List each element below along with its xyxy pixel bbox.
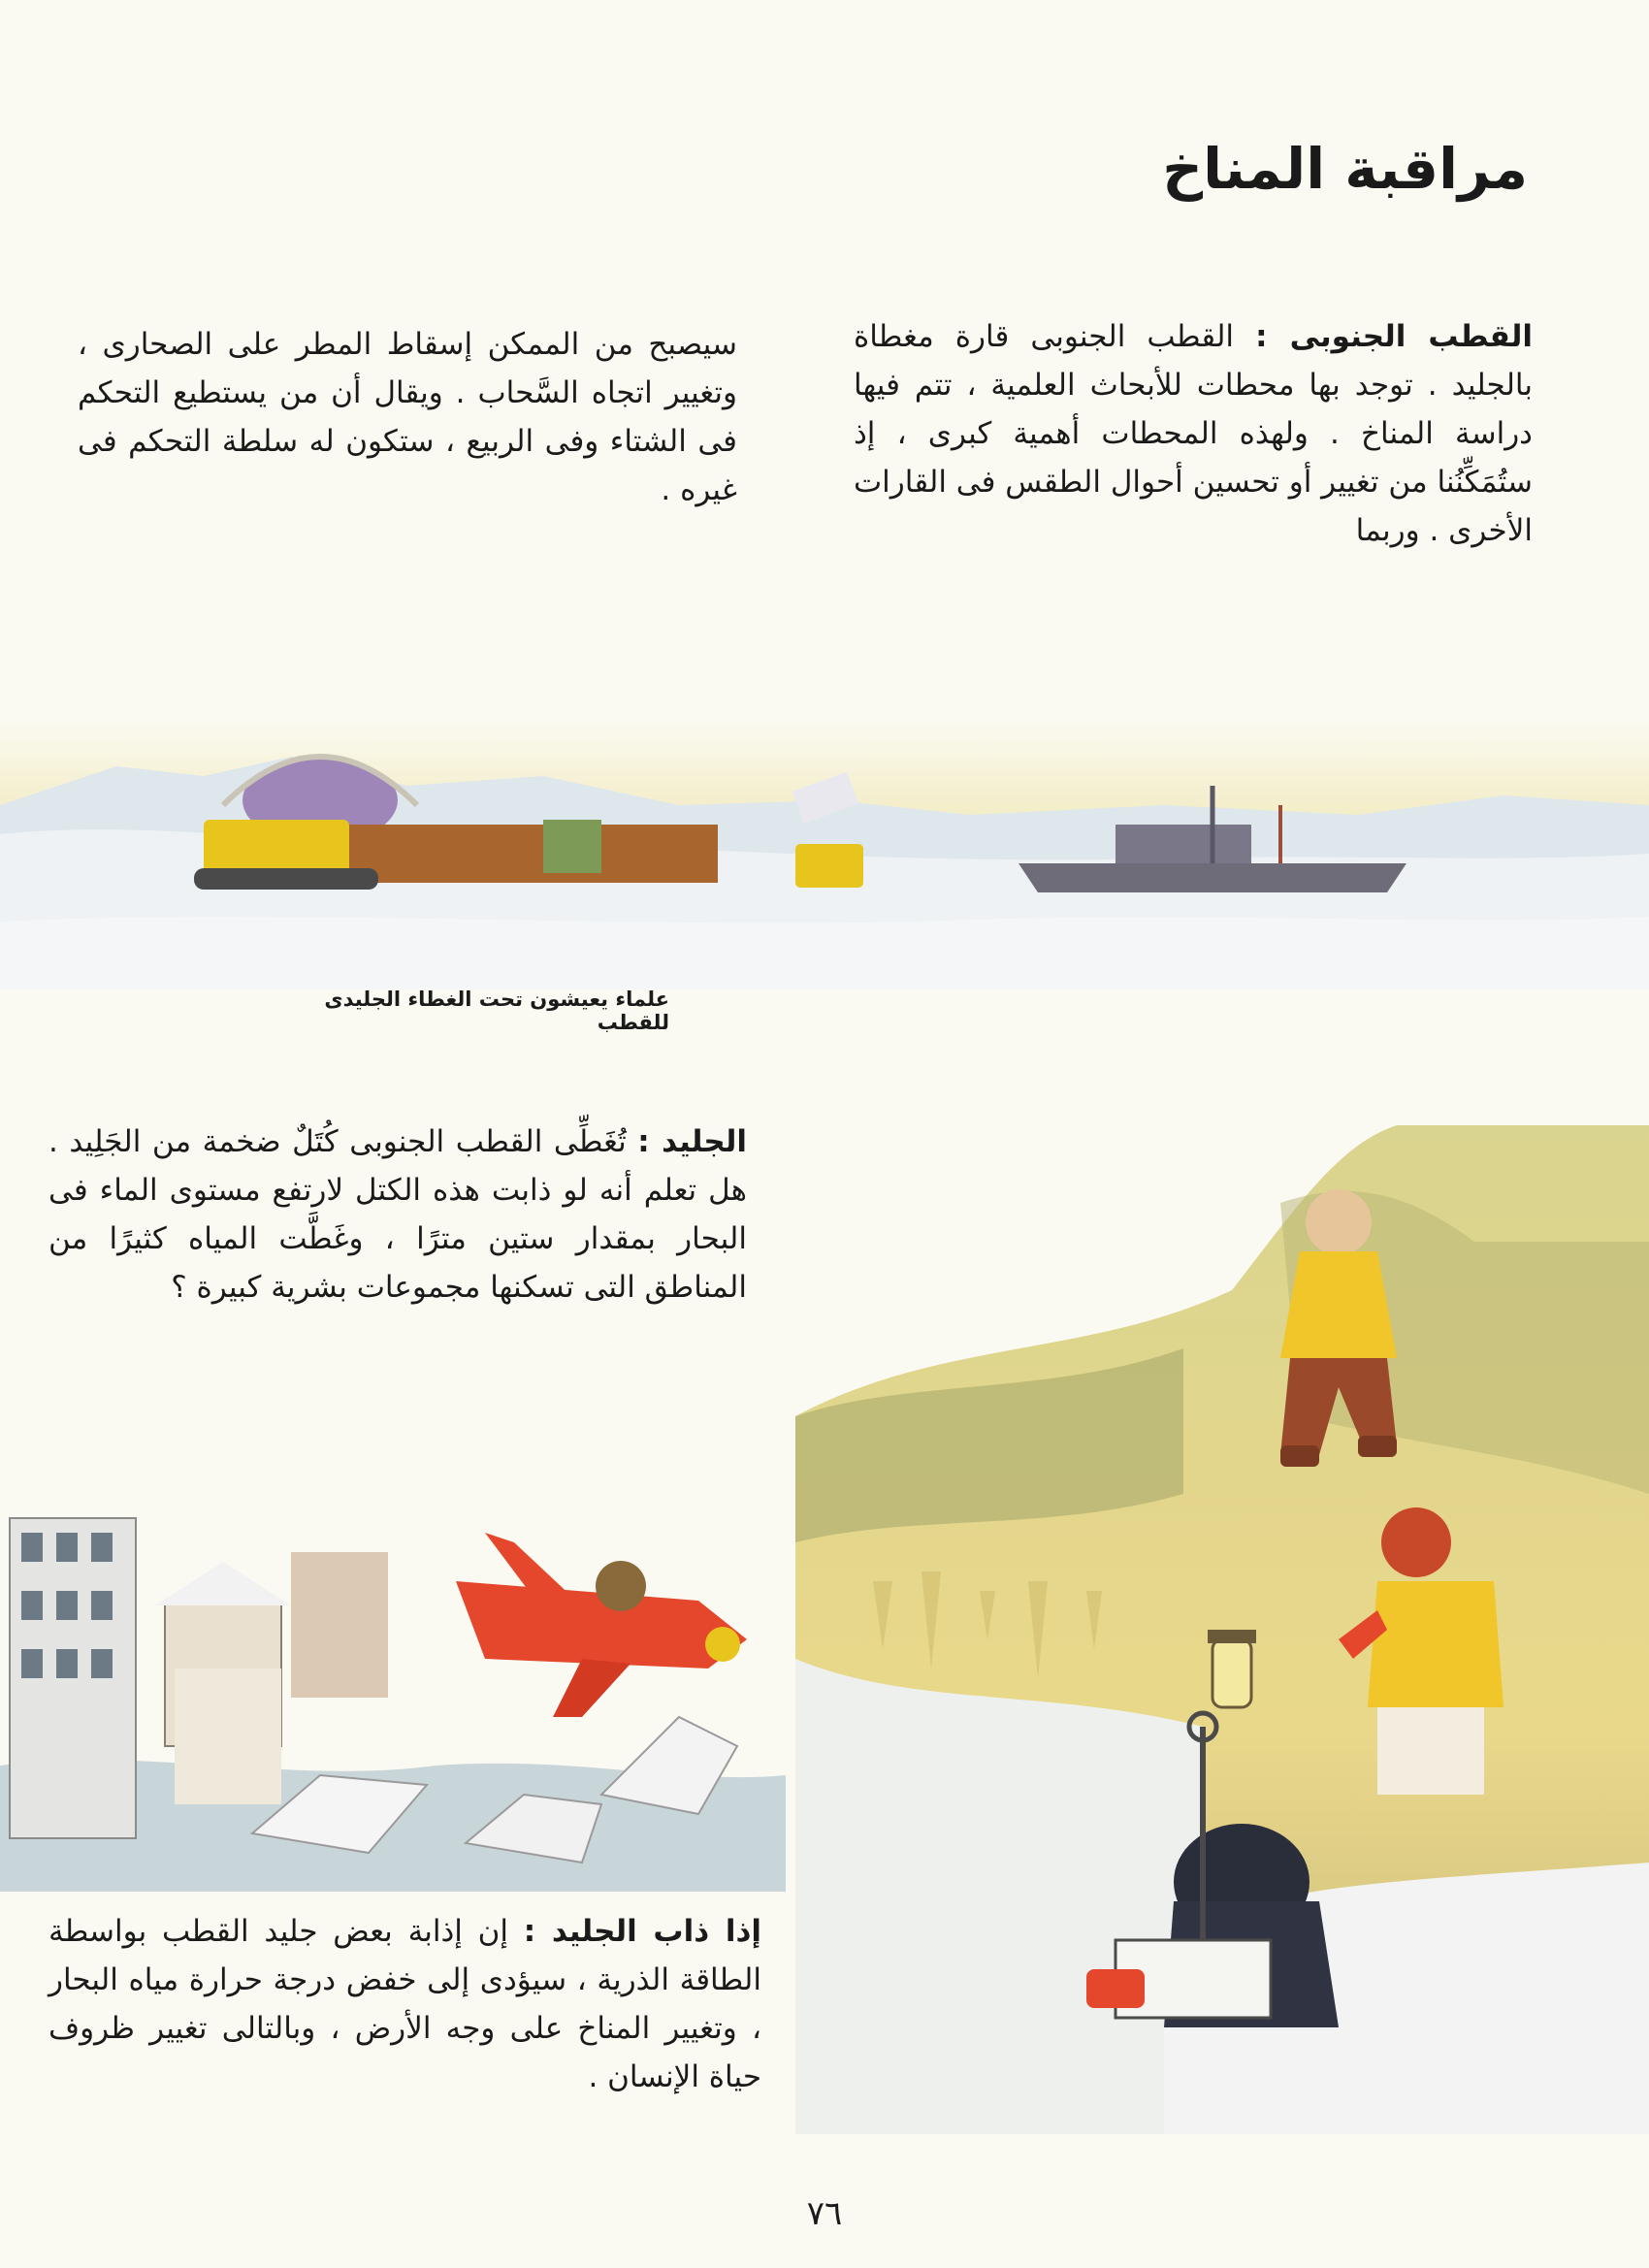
text-ice: تُغَطِّى القطب الجنوبى كُتَلٌ ضخمة من الجَلِيد . هل تعلم أنه لو ذابت هذه الكتل لارتفع مستوى الماء فى البحار بمقدار ستين مترًا ، وغَطَّت المياه كثيرًا من المناطق التى تسكنها مجموعات بشرية كبيرة ؟ — [48, 1124, 747, 1305]
ice-cave-illustration — [795, 1125, 1649, 2134]
paragraph-south-pole — [854, 312, 1533, 555]
paragraph-ice — [48, 1118, 747, 1312]
text-ice-melt: إن إذابة بعض جليد القطب بواسطة الطاقة الذرية ، سيؤدى إلى خفض درجة حرارة مياه البحار ، وتغيير المناخ على وجه الأرض ، وبالتالى تغيير ظروف حياة الإنسان . — [48, 1914, 761, 2094]
illustration-caption: علماء يعيشون تحت الغطاء الجليدى للقطب — [324, 988, 669, 1034]
heading-ice: الجليد : — [637, 1124, 747, 1159]
text-continuation: سيصبح من الممكن إسقاط المطر على الصحارى ، وتغيير اتجاه السَّحاب . ويقال أن من يستطيع التحكم فى الشتاء وفى الربيع ، ستكون له سلطة التحكم فى غيره . — [78, 327, 737, 507]
page-title: مراقبة المناخ — [1162, 136, 1528, 202]
flooded-city-illustration — [0, 1474, 786, 1892]
heading-south-pole: القطب الجنوبى : — [1255, 319, 1533, 354]
paragraph-continuation — [78, 320, 737, 514]
page-number: ٧٦ — [806, 2194, 843, 2233]
research-station-illustration — [0, 698, 1649, 989]
text-south-pole: القطب الجنوبى قارة مغطاة بالجليد . توجد بها محطات للأبحاث العلمية ، تتم فيها دراسة المناخ . ولهذه المحطات أهمية كبرى ، إذ ستُمَكِّنُنا من تغيير أو تحسين أحوال الطقس فى القارات الأخرى . وربما — [853, 319, 1533, 548]
heading-ice-melt: إذا ذاب الجليد : — [523, 1914, 761, 1949]
paragraph-ice-melt — [48, 1907, 761, 2101]
